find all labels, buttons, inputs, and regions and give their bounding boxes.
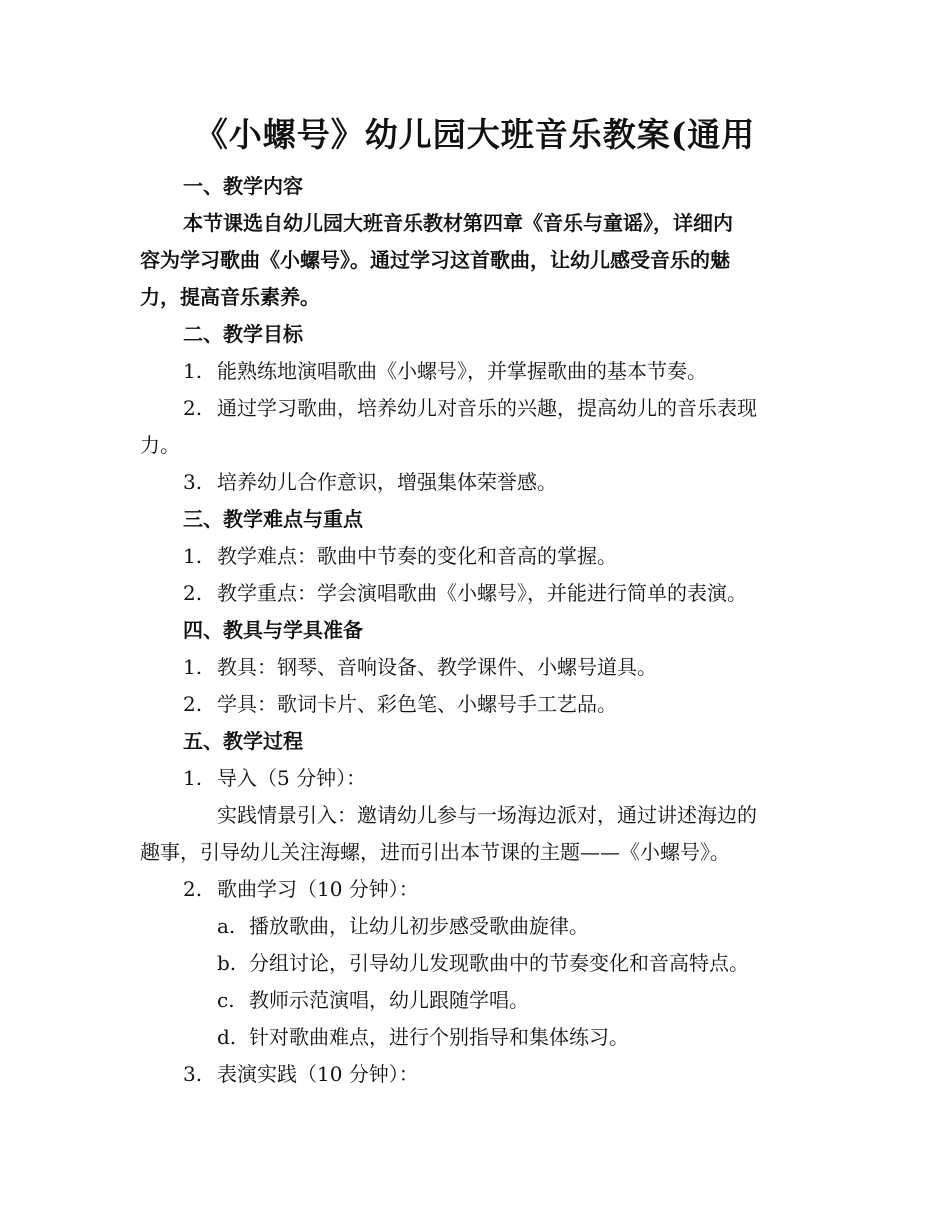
list-item-number: 1. [183, 655, 203, 679]
list-item [183, 357, 707, 385]
list-item-number: 3. [183, 470, 203, 494]
section-heading-process: 五、教学过程 [183, 729, 303, 753]
list-item [183, 579, 747, 607]
sub-list-item-text: 教师示范演唱，幼儿跟随学唱。 [249, 988, 529, 1012]
list-item-text: 教学难点：歌曲中节奏的变化和音高的掌握。 [217, 544, 617, 568]
sub-list-item-text: 播放歌曲，让幼儿初步感受歌曲旋律。 [249, 914, 589, 938]
list-item-number: 1. [183, 359, 203, 383]
list-item [183, 394, 757, 422]
section-heading-objectives: 二、教学目标 [183, 322, 303, 346]
list-item-text: 能熟练地演唱歌曲《小螺号》，并掌握歌曲的基本节奏。 [217, 359, 707, 383]
list-item-text: 培养幼儿合作意识，增强集体荣誉感。 [217, 470, 557, 494]
list-item [183, 690, 617, 718]
sub-list-item-text: 针对歌曲难点，进行个别指导和集体练习。 [249, 1025, 629, 1049]
list-item-number: 1. [183, 766, 203, 790]
sub-list-item-letter: b. [217, 951, 237, 975]
list-item-text: 歌曲学习（10 分钟）： [217, 877, 419, 901]
sub-list-item [217, 986, 529, 1014]
sub-list-item-text: 分组讨论，引导幼儿发现歌曲中的节奏变化和音高特点。 [249, 951, 749, 975]
list-item [183, 468, 557, 496]
paragraph-line: 趣事，引导幼儿关注海螺，进而引出本节课的主题——《小螺号》。 [140, 840, 730, 864]
paragraph-line: 力，提高音乐素养。 [140, 285, 320, 309]
sub-list-item [217, 912, 589, 940]
list-item-number: 2. [183, 877, 203, 901]
list-item [183, 542, 617, 570]
sub-list-item [217, 1023, 629, 1051]
section-heading-materials: 四、教具与学具准备 [183, 618, 363, 642]
list-item [183, 1060, 419, 1088]
section-heading-content: 一、教学内容 [183, 174, 303, 198]
sub-list-item-letter: a. [217, 914, 236, 938]
list-item-text: 教具：钢琴、音响设备、教学课件、小螺号道具。 [217, 655, 657, 679]
list-item-number: 2. [183, 692, 203, 716]
list-item [183, 653, 657, 681]
section-heading-key-points: 三、教学难点与重点 [183, 507, 363, 531]
sub-list-item-letter: c. [217, 988, 235, 1012]
list-item [183, 875, 419, 903]
list-item [183, 764, 366, 792]
document-title: 《小螺号》幼儿园大班音乐教案(通用 [194, 115, 756, 154]
list-item-number: 1. [183, 544, 203, 568]
list-item-number: 2. [183, 396, 203, 420]
list-item-number: 3. [183, 1062, 203, 1086]
list-item-text: 教学重点：学会演唱歌曲《小螺号》，并能进行简单的表演。 [217, 581, 747, 605]
list-item-text: 导入（5 分钟）： [217, 766, 367, 790]
paragraph-line: 本节课选自幼儿园大班音乐教材第四章《音乐与童谣》，详细内 [183, 211, 733, 235]
list-item-text: 学具：歌词卡片、彩色笔、小螺号手工艺品。 [217, 692, 617, 716]
sub-list-item [217, 949, 749, 977]
list-item-text: 通过学习歌曲，培养幼儿对音乐的兴趣，提高幼儿的音乐表现 [217, 396, 757, 420]
list-item-continuation: 力。 [140, 433, 180, 457]
sub-list-item-letter: d. [217, 1025, 237, 1049]
paragraph-line: 实践情景引入：邀请幼儿参与一场海边派对，通过讲述海边的 [217, 803, 757, 827]
list-item-text: 表演实践（10 分钟）： [217, 1062, 419, 1086]
paragraph-line: 容为学习歌曲《小螺号》。通过学习这首歌曲，让幼儿感受音乐的魅 [140, 248, 730, 272]
list-item-number: 2. [183, 581, 203, 605]
